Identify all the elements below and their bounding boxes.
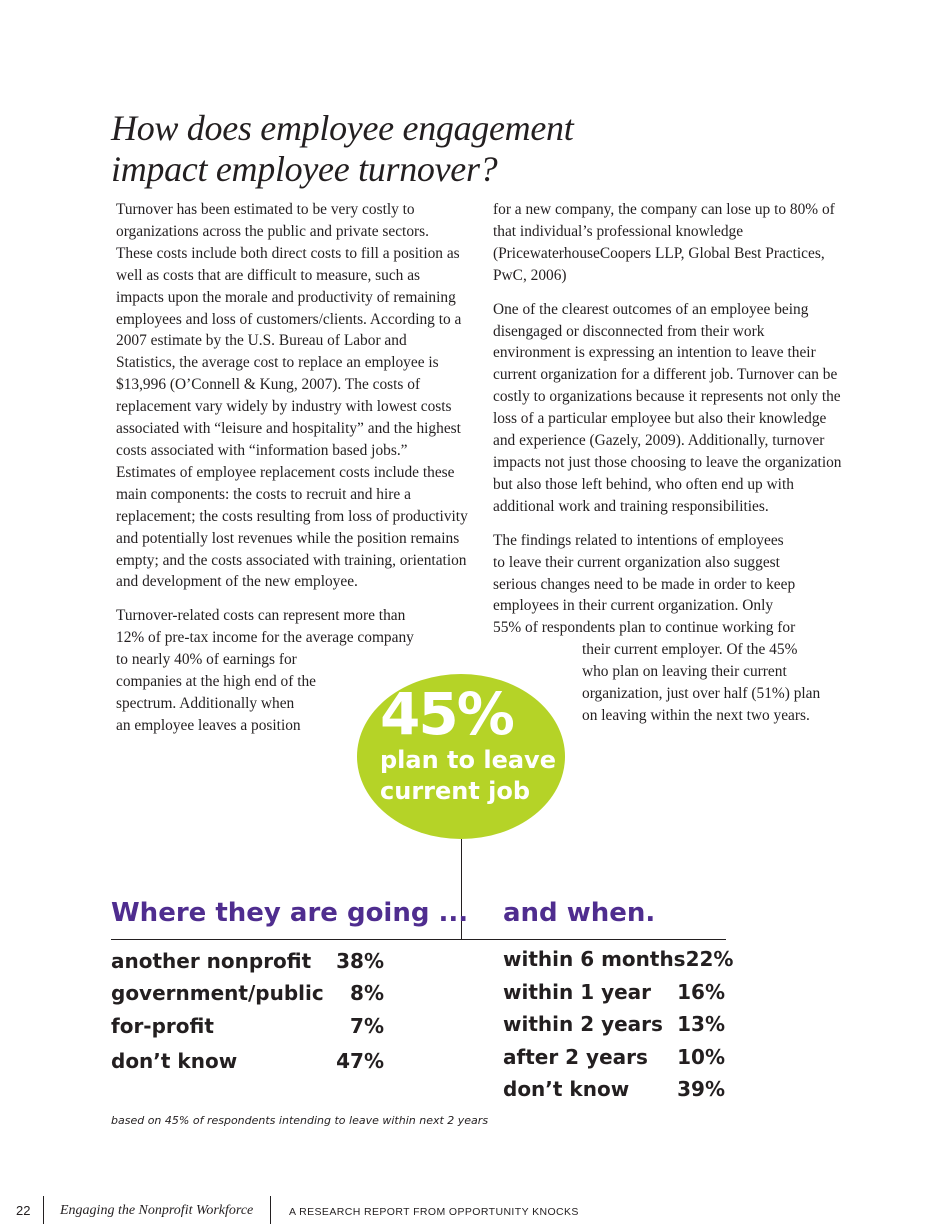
text-line: on leaving within the next two years.	[582, 706, 810, 724]
when-row	[503, 1011, 725, 1037]
when-row	[503, 1076, 725, 1102]
divider-horizontal	[111, 939, 726, 940]
where-row	[111, 948, 384, 974]
when-value: 39%	[677, 1077, 725, 1101]
when-row	[503, 1044, 725, 1070]
when-row	[503, 946, 734, 972]
where-value: 8%	[350, 981, 384, 1005]
title-line-1: How does employee engagement	[111, 108, 574, 148]
callout-percent: 45%	[380, 680, 513, 748]
footer-divider	[270, 1196, 271, 1224]
when-value: 22%	[685, 947, 734, 971]
text-line: their current employer. Of the 45%	[582, 641, 798, 659]
paragraph: for a new company, the company can lose up to 80% of that individual’s professional knowledge (PricewaterhouseCoopers LLP, Global Best Practices, PwC, 2006)	[493, 201, 835, 284]
text-line: Turnover-related costs can represent more than	[116, 607, 406, 625]
when-value: 16%	[677, 980, 725, 1004]
where-label: for-profit	[111, 1014, 214, 1038]
right-text-column	[493, 199, 845, 739]
publication-subtitle: A RESEARCH REPORT FROM OPPORTUNITY KNOCKS	[289, 1206, 579, 1218]
text-line: organization, just over half (51%) plan	[582, 685, 821, 703]
callout-label-line-2: current job	[380, 777, 531, 805]
where-value: 7%	[350, 1014, 384, 1038]
text-line: 12% of pre-tax income for the average company	[116, 629, 414, 647]
text-line: to leave their current organization also suggest	[493, 553, 780, 571]
when-label: within 6 months	[503, 947, 686, 971]
paragraph-wrapped	[493, 530, 845, 727]
text-line: employees in their current organization. Only	[493, 597, 774, 615]
where-label: another nonprofit	[111, 949, 312, 973]
paragraph: One of the clearest outcomes of an employee being disengaged or disconnected from their work environment is expressing an intention to leave their current organization for a different job. Turnover can be costly to organizations because it represents not only the loss of a particular employee but also their knowledge and experience (Gazely, 2009). Additionally, turnover impacts not just those choosing to leave the organization but also those left behind, who often end up with additional work and training responsibilities.	[493, 300, 842, 515]
text-line: serious changes need to be made in order to keep	[493, 575, 796, 593]
when-row	[503, 979, 725, 1005]
footnote: based on 45% of respondents intending to leave within next 2 years	[111, 1114, 489, 1127]
text-line: who plan on leaving their current	[582, 663, 787, 681]
when-label: within 1 year	[503, 980, 652, 1004]
page-number: 22	[16, 1203, 31, 1218]
text-line: spectrum. Additionally when	[116, 694, 295, 712]
where-label: government/public	[111, 981, 324, 1005]
footer-divider	[43, 1196, 44, 1224]
callout-label	[380, 745, 556, 807]
where-row	[111, 1048, 384, 1074]
text-line: The findings related to intentions of employees	[493, 531, 784, 549]
text-line: companies at the high end of the	[116, 673, 317, 691]
text-line: to nearly 40% of earnings for	[116, 651, 297, 669]
when-value: 10%	[677, 1045, 725, 1069]
where-value: 38%	[336, 949, 384, 973]
where-row	[111, 980, 384, 1006]
where-heading: Where they are going ...	[111, 898, 469, 928]
when-heading: and when.	[503, 898, 656, 928]
when-label: don’t know	[503, 1077, 630, 1101]
callout-label-line-1: plan to leave	[380, 746, 556, 774]
where-row	[111, 1013, 384, 1039]
when-label: after 2 years	[503, 1045, 648, 1069]
text-line: 55% of respondents plan to continue working for	[493, 619, 796, 637]
paragraph: Turnover has been estimated to be very costly to organizations across the public and private sectors. These costs include both direct costs to fill a position as well as costs that are difficult to measure, such as impacts upon the morale and productivity of remaining employees and loss of customers/clients. According to a 2007 estimate by the U.S. Bureau of Labor and Statistics, the average cost to replace an employee is $13,996 (O’Connell & Kung, 2007). The costs of replacement vary widely by industry with lowest costs associated with “leisure and hospitality” and the highest costs associated with “information based jobs.” Estimates of employee replacement costs include these main components: the costs to recruit and hire a replacement; the costs resulting from loss of productivity and potentially lost revenues while the position remains empty; and the costs associated with training, orientation and development of the new employee.	[116, 201, 468, 591]
when-value: 13%	[677, 1012, 725, 1036]
when-label: within 2 years	[503, 1012, 663, 1036]
publication-title: Engaging the Nonprofit Workforce	[60, 1203, 254, 1218]
page-title	[111, 108, 631, 190]
where-value: 47%	[336, 1049, 384, 1073]
title-line-2: impact employee turnover?	[111, 149, 498, 189]
where-label: don’t know	[111, 1049, 238, 1073]
text-line: an employee leaves a position	[116, 716, 301, 734]
left-text-column	[116, 199, 468, 749]
